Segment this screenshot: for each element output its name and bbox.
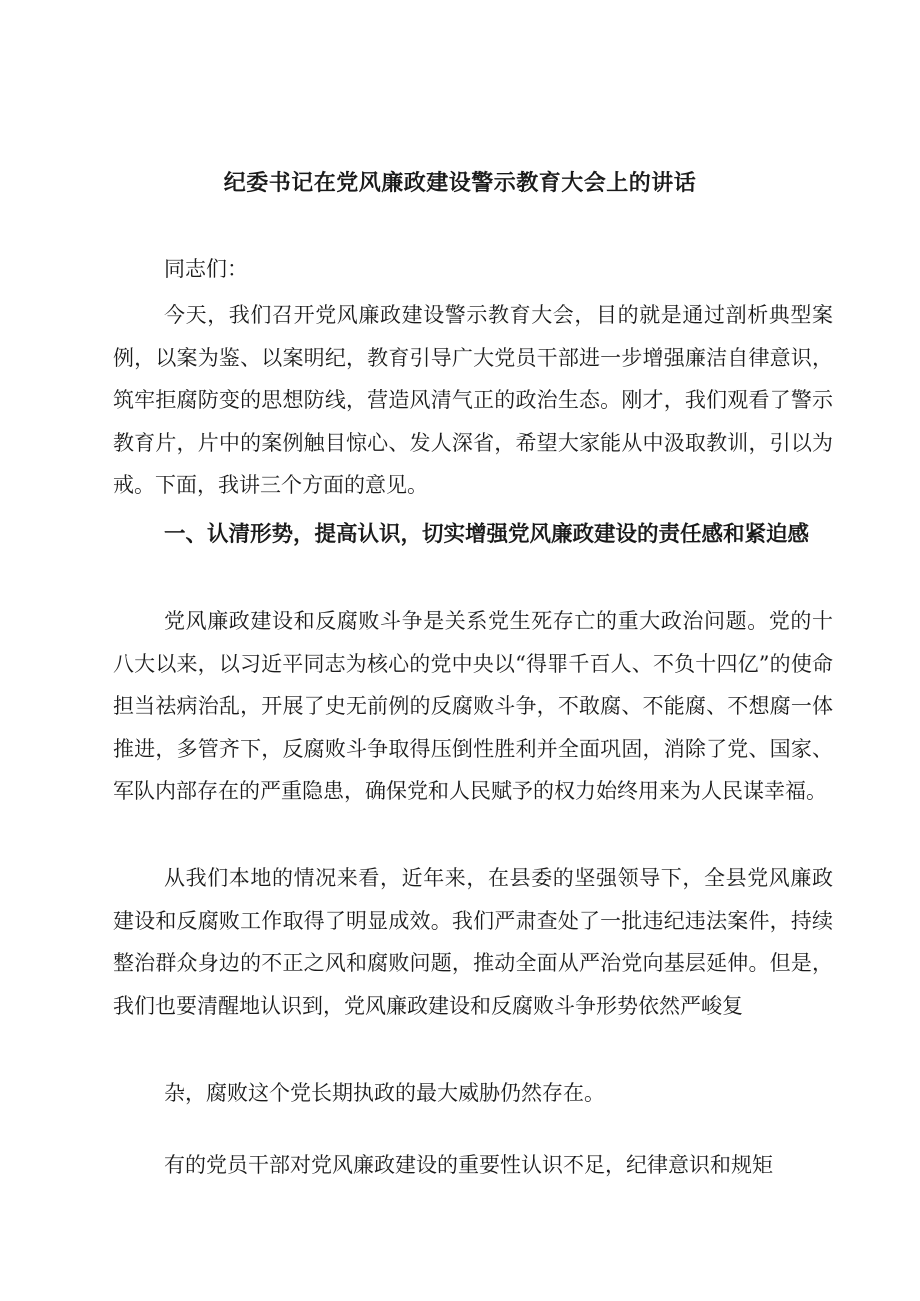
paragraph-local-situation: 从我们本地的情况来看，近年来，在县委的坚强领导下，全县党风廉政建设和反腐败工作取得了明显成效。我们严肃查处了一批违纪违法案件，持续整治群众身边的不正之风和腐败问题，推动全面从严治党向基层延伸。但是，我们也要清醒地认识到，党风廉政建设和反腐败斗争形势依然严峻复 xyxy=(113,866,833,1018)
paragraph-party-members: 有的党员干部对党风廉政建设的重要性认识不足，纪律意识和规矩 xyxy=(164,1153,773,1177)
document-title: 纪委书记在党风廉政建设警示教育大会上的讲话 xyxy=(223,171,697,196)
paragraph-anti-corruption: 党风廉政建设和反腐败斗争是关系党生死存亡的重大政治问题。党的十八大以来，以习近平同志为核心的党中央以“得罪千百人、不负十四亿”的使命担当祛病治乱，开展了史无前例的反腐败斗争，不敢腐、不能腐、不想腐一体推进，多管齐下，反腐败斗争取得压倒性胜利并全面巩固，消除了党、国家、军队内部存在的严重隐患，确保党和人民赋予的权力始终用来为人民谋幸福。 xyxy=(113,609,833,804)
paragraph-continuation: 杂，腐败这个党长期执政的最大威胁仍然存在。 xyxy=(164,1081,605,1105)
section-heading-1: 一、认清形势，提高认识，切实增强党风廉政建设的责任感和紧迫感 xyxy=(164,522,810,547)
paragraph-intro: 今天，我们召开党风廉政建设警示教育大会，目的就是通过剖析典型案例，以案为鉴、以案明纪，教育引导广大党员干部进一步增强廉洁自律意识，筑牢拒腐防变的思想防线，营造风清气正的政治生态。刚才，我们观看了警示教育片，片中的案例触目惊心、发人深省，希望大家能从中汲取教训，引以为戒。下面，我讲三个方面的意见。 xyxy=(113,303,833,498)
salutation: 同志们： xyxy=(164,257,248,281)
